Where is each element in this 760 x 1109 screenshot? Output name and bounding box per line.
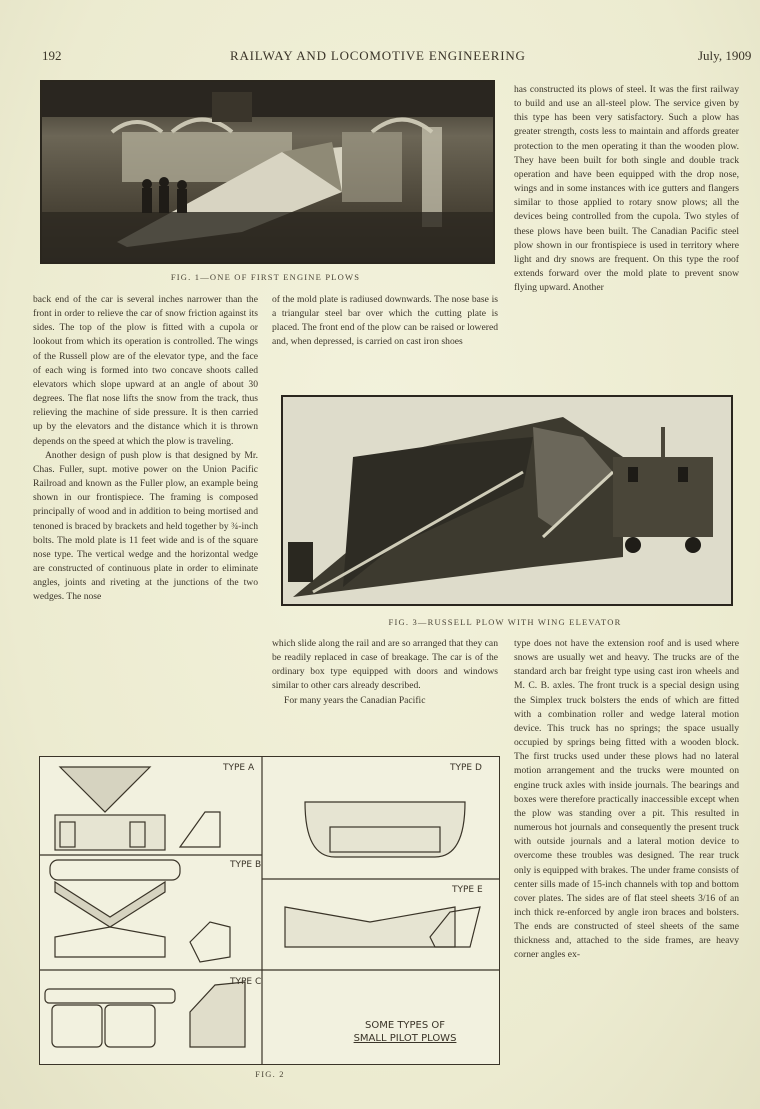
drawing-title-line2: SMALL PILOT PLOWS: [353, 1033, 457, 1044]
paragraph: which slide along the rail and are so arranged that they can be readily replaced in case of breakage. The car is of the ordinary box type equipped with doors and windows similar to other cars already described.: [272, 638, 498, 692]
figure-1-caption: FIG. 1—ONE OF FIRST ENGINE PLOWS: [170, 272, 361, 282]
panel-label-type-c: TYPE C: [230, 977, 262, 987]
engine-plow-photo-illustration: [42, 82, 493, 262]
figure-3-photo: [281, 395, 733, 606]
panel-label-type-d: TYPE D: [450, 763, 482, 773]
paragraph: Another design of push plow is that designed by Mr. Chas. Fuller, supt. motive power on the Union Pacific Railroad and known as the Fuller plow, an example being shown in our frontispiece. The framing is composed principally of wood and in addition to being mortised and tenoned is braced by brackets and held together by ¾-inch bolts. The mold plate is 11 feet wide and is of the square nose type. The vertical wedge and the horizontal wedge are constructed of continuous plate in order to eliminate angles, joints and riveting at the junctions of the two wedges. The nose: [33, 449, 258, 603]
figure-2-caption: FIG. 2: [255, 1069, 285, 1079]
column-left: [33, 293, 258, 604]
figure-3-caption: FIG. 3—RUSSELL PLOW WITH WING ELEVATOR: [388, 617, 622, 627]
paragraph: back end of the car is several inches narrower than the front in order to relieve the car of snow friction against its sides. The top of the plow is fitted with a cupola or lookout from which its operation is controlled. The wings of the Russell plow are of the elevator type, and the face of each wing is formed into two concave shoots called elevators which slope upward at an angle of about 30 degrees. The flat nose lifts the snow from the track, thus relieving the machine of side pressure. It is then carried up by the elevators and the distance which it is thrown depends on the speed at which the plow is traveling.: [33, 294, 258, 447]
russell-plow-photo-illustration: [283, 397, 731, 604]
paragraph: For many years the Canadian Pacific: [284, 694, 426, 706]
column-right-bottom: [514, 637, 739, 963]
column-right-top: [514, 83, 739, 295]
panel-label-type-a: TYPE A: [223, 763, 255, 773]
drawing-title-line1: SOME TYPES OF: [364, 1020, 446, 1031]
pilot-plow-diagrams: [40, 757, 499, 1064]
panel-label-type-b: TYPE B: [230, 860, 262, 870]
figure-1-photo: [40, 80, 495, 264]
journal-title: RAILWAY AND LOCOMOTIVE ENGINEERING: [230, 48, 526, 63]
drawing-title: [330, 1019, 480, 1045]
panel-label-type-e: TYPE E: [452, 885, 483, 895]
column-middle-top: [272, 293, 498, 350]
issue-date: July, 1909: [698, 48, 752, 63]
column-middle-bottom: [272, 637, 498, 708]
paragraph: of the mold plate is radiused downwards. The nose base is a triangular steel bar over which the cutting plate is placed. The front end of the plow can be raised or lowered and, when depressed, is carried on cast iron shoes: [272, 294, 498, 348]
page-number: 192: [42, 48, 62, 63]
paragraph: type does not have the extension roof and is used where snows are usually wet and heavy. The trucks are of the standard arch bar freight type using cast iron wheels and M. C. B. axles. The front truck is a special design using the Simplex truck bolsters the ends of which are fitted with a combination roller and wedge lateral motion device. This truck has no springs; the space usually occupied by springs being fitted with a wooden block. The first trucks used under these plows had no lateral motion arrangement and the trucks were mounted on engine truck axles with inside journals. The bearings and boxes were therefore practically inaccessible except when the plow was standing over a pit. This resulted in numerous hot journals and consequently the present truck with outside journals and a lateral motion device to overcome these troubles was designed. The rear truck only is equipped with brakes. The under frame consists of center sills made of 15-inch channels with top and bottom cover plates. The sides are of flat steel sheets 3/16 of an inch thick re-enforced by angle iron braces and bolsters. The ends are constructed of steel sheets of the same thickness and, attached to the side frames, are heavy corner angles ex-: [514, 638, 739, 961]
figure-2-drawing: [39, 756, 500, 1065]
paragraph: has constructed its plows of steel. It was the first railway to build and use an all-steel plow. The service given by this type has been very satisfactory. Such a plow has greater strength, costs less to maintain and affords greater protection to the men operating it than the wooden plow. They have been built for both single and double track operation and have been equipped with the drop nose, wings and in some instances with ice gutters and flangers similar to those applied to rotary snow plows; all the devices being controlled from the cupola. Two styles of these plows have been built. The Canadian Pacific steel plow shown in our frontispiece is used in territory where light and dry snows are frequent. On this type the roof extends forward over the mold plate to prevent snow flying upward. Another: [514, 84, 739, 294]
